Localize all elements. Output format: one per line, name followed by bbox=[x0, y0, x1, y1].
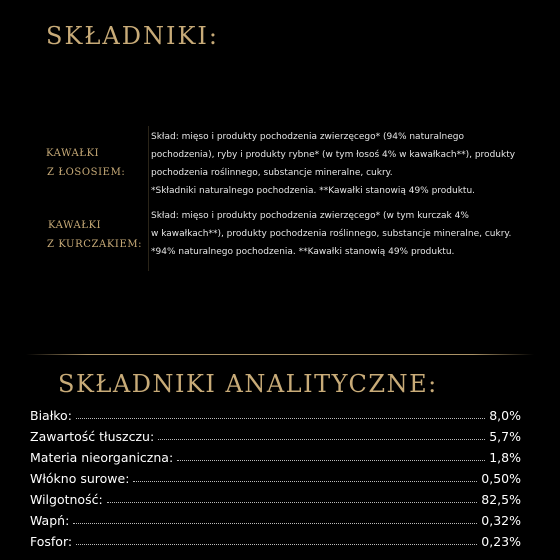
analytic-row bbox=[30, 486, 521, 507]
analytic-row-name: Fosfor: bbox=[30, 534, 73, 549]
analytic-row-name: Wapń: bbox=[30, 513, 70, 528]
analytic-row-value: 8,0% bbox=[489, 408, 521, 423]
analytic-row-name: Wilgotność: bbox=[30, 492, 103, 507]
variant-label-salmon bbox=[46, 144, 125, 182]
ingredients-line: pochodzenia roślinnego, substancje mineralne, cukry. bbox=[151, 168, 393, 178]
column-divider bbox=[148, 126, 149, 271]
analytic-row-value: 5,7% bbox=[489, 429, 521, 444]
dot-leader bbox=[76, 543, 477, 545]
analytic-row bbox=[30, 402, 521, 423]
analytic-row-name: Materia nieorganiczna: bbox=[30, 450, 174, 465]
variant-label-line: KAWAŁKI bbox=[48, 220, 102, 231]
analytic-row bbox=[30, 423, 521, 444]
analytic-row-value: 0,32% bbox=[481, 513, 521, 528]
analytic-row-name: Włókno surowe: bbox=[30, 471, 130, 486]
dot-leader bbox=[158, 438, 485, 440]
analytic-row-value: 0,50% bbox=[481, 471, 521, 486]
dot-leader bbox=[177, 459, 485, 461]
ingredients-line: *94% naturalnego pochodzenia. **Kawałki stanowią 49% produktu. bbox=[151, 247, 455, 257]
ingredients-text-chicken bbox=[151, 207, 541, 261]
ingredients-line: Skład: mięso i produkty pochodzenia zwierzęcego* (w tym kurczak 4% bbox=[151, 211, 469, 221]
ingredients-line: Skład: mięso i produkty pochodzenia zwierzęcego* (94% naturalnego bbox=[151, 132, 464, 142]
variant-label-line: Z KURCZAKIEM: bbox=[47, 239, 143, 250]
analytic-row bbox=[30, 444, 521, 465]
analytic-table bbox=[30, 402, 521, 549]
analytic-row bbox=[30, 465, 521, 486]
analytic-row bbox=[30, 507, 521, 528]
analytic-row-name: Białko: bbox=[30, 408, 72, 423]
analytic-row-name: Zawartość tłuszczu: bbox=[30, 429, 155, 444]
variant-label-line: Z ŁOSOSIEM: bbox=[47, 167, 126, 178]
analytic-row-value: 1,8% bbox=[489, 450, 521, 465]
analytic-row bbox=[30, 528, 521, 549]
dot-leader bbox=[107, 501, 478, 503]
ingredients-line: pochodzenia), ryby i produkty rybne* (w tym łosoś 4% w kawałkach**), produkty bbox=[151, 150, 516, 160]
variant-label-chicken bbox=[46, 216, 142, 254]
analytic-heading: SKŁADNIKI ANALITYCZNE: bbox=[58, 370, 438, 398]
dot-leader bbox=[133, 480, 477, 482]
ingredients-line: *Składniki naturalnego pochodzenia. **Kawałki stanowią 49% produktu. bbox=[151, 186, 476, 196]
ingredients-heading: SKŁADNIKI: bbox=[46, 22, 219, 50]
dot-leader bbox=[76, 417, 485, 419]
ingredients-line: w kawałkach**), produkty pochodzenia roślinnego, substancje mineralne, cukry. bbox=[151, 229, 512, 239]
analytic-row-value: 0,23% bbox=[481, 534, 521, 549]
dot-leader bbox=[73, 522, 477, 524]
analytic-row-value: 82,5% bbox=[481, 492, 521, 507]
section-divider bbox=[26, 354, 534, 355]
ingredients-text-salmon bbox=[151, 128, 541, 200]
variant-label-line: KAWAŁKI bbox=[46, 148, 100, 159]
